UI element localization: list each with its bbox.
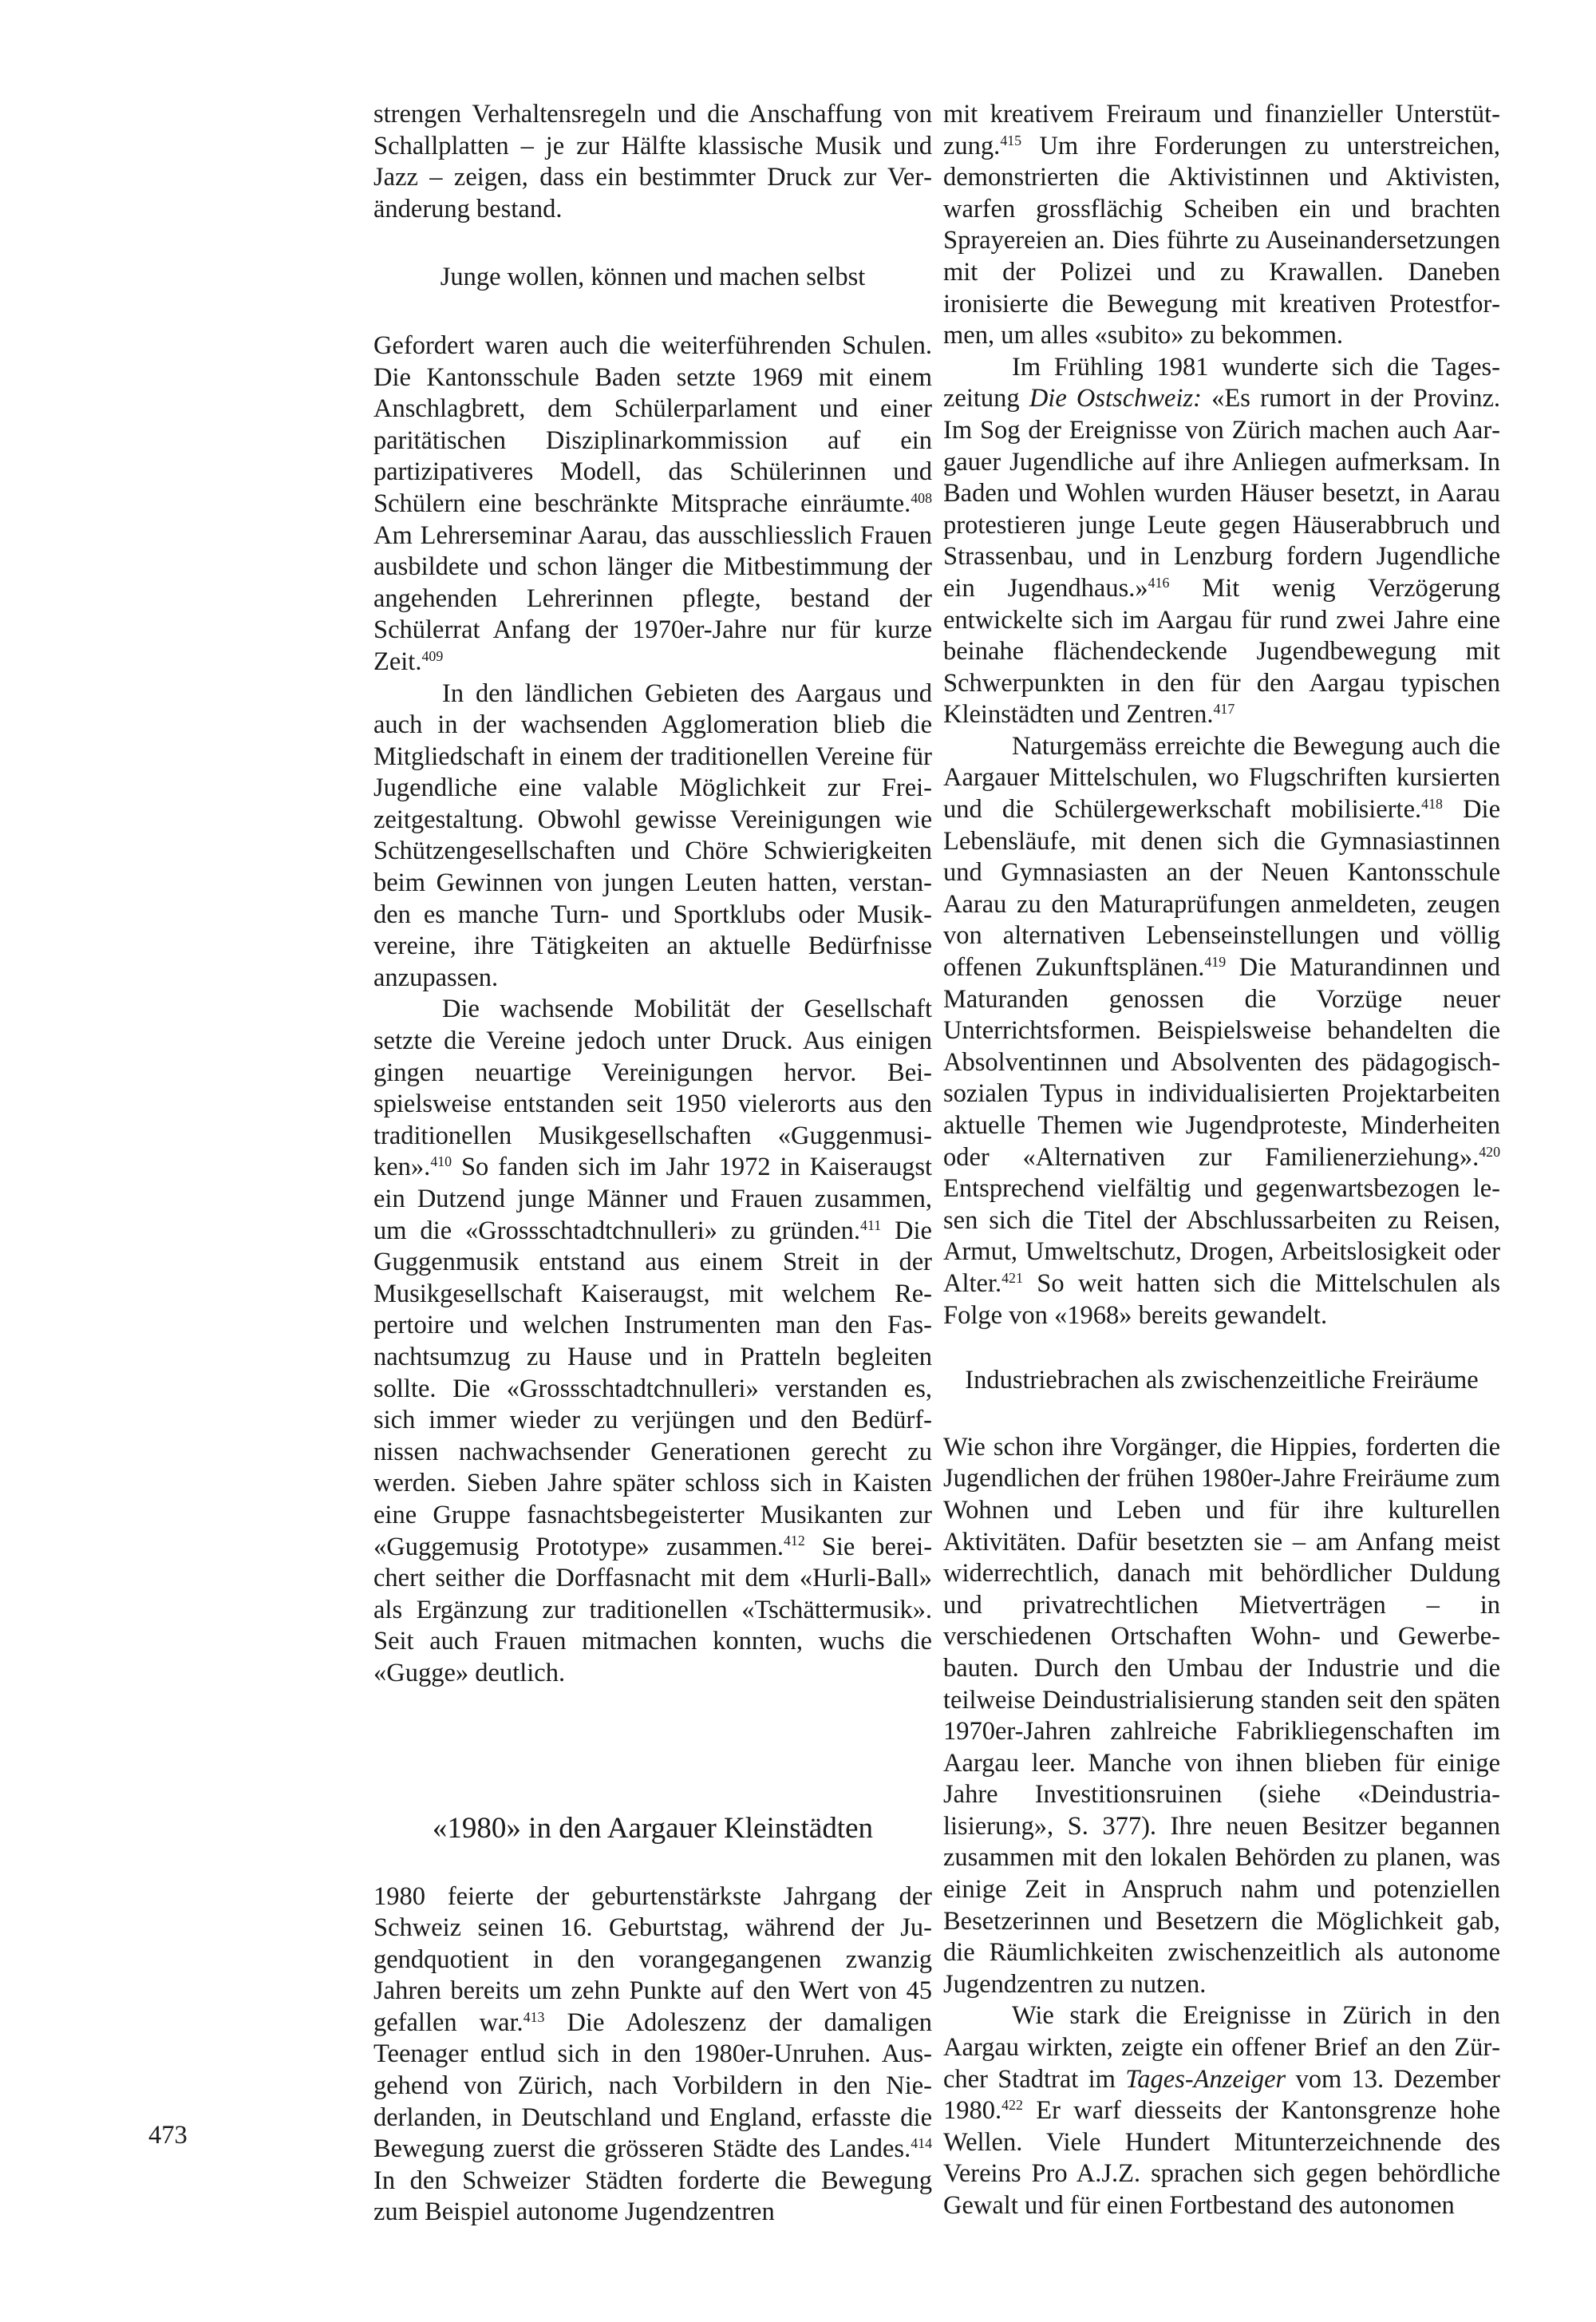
paragraph-text: Die wachsende Mobilität der Gesellschaft setzte die Vereine jedoch unter Druck. Aus einigen gingen neuartige Vereinigungen hervor. Beispielsweise entstanden seit 1950 vielerorts aus den traditionellen Musikgesellschaften «Guggenmusiken». (373, 995, 932, 1182)
paragraph-text: Um ihre Forderungen zu unterstreichen, demonstrierten die Aktivistinnen und Aktivisten, warfen grossflächig Scheiben ein und brachten Sprayereien an. Dies führte zu Auseinandersetzungen mit der Polizei und zu Krawallen. Daneben ironisierte die Bewegung mit kreativen Protestformen, um alles «subito» zu bekommen. (943, 131, 1500, 350)
paragraph-text: Am Lehrerseminar Aarau, das ausschliesslich Frauen ausbildete und schon länger die Mitbestimmung der angehenden Lehrerinnen pflegte, bestand der Schülerrat Anfang der 1970er-Jahre nur für kurze Zeit. (373, 520, 932, 676)
paragraph-text: So fanden sich im Jahr 1972 in Kaiseraugst ein Dutzend junge Männer und Frauen zusammen, um die «Grossschtadtchnulleri» zu gründen. (373, 1153, 932, 1245)
paragraph (373, 994, 932, 1689)
footnote-ref[interactable]: 408 (911, 489, 932, 506)
left-column (373, 99, 932, 2229)
paragraph-text: Sie bereichert seither die Dorffasnacht mit dem «Hurli-Ball» als Ergänzung zur traditionellen «Tschättermusik». Seit auch Frauen mitmachen konnten, wuchs die «Gugge» deutlich. (373, 1532, 933, 1687)
paragraph-text: Wie stark die Ereignisse in Zürich in den Aargau wirkten, zeigte ein offener Brief an den Zürcher Stadtrat im (943, 2001, 1500, 2094)
footnote-ref[interactable]: 415 (1000, 132, 1022, 148)
footnote-ref[interactable]: 411 (860, 1216, 882, 1233)
subheading: Industriebrachen als zwischenzeitliche Freiräume (965, 1366, 1479, 1395)
paragraph (943, 731, 1500, 1331)
footnote-ref[interactable]: 417 (1213, 701, 1235, 718)
newspaper-title: Tages-Anzeiger (1125, 2064, 1286, 2094)
paragraph-text: Naturgemäss erreichte die Bewegung auch die Aargauer Mittelschulen, wo Flugschriften kursierten und die Schülergewerkschaft mobilisierte. (943, 731, 1500, 825)
right-column (943, 99, 1500, 2222)
paragraph-text: Die Maturandinnen und Maturanden genossen die Vorzüge neuer Unterrichtsformen. Beispielsweise behandelten die Absolventinnen und Absolventen des pädagogisch-sozialen Typus in individualisierten Projektarbeiten aktuelle Themen wie Jugendproteste, Minderheiten oder «Alternativen zur Familienerziehung». (943, 953, 1501, 1172)
section-heading: «1980» in den Aargauer Kleinstädten (432, 1811, 874, 1845)
paragraph-text: Im Frühling 1981 wunderte sich die Tageszeitung (943, 352, 1500, 413)
paragraph (943, 352, 1500, 731)
paragraph (943, 2000, 1500, 2221)
paragraph-text: Er warf diesseits der Kantonsgrenze hohe Wellen. Viele Hundert Mitunterzeichnende des Vereins Pro A.J.Z. sprachen sich gegen behördliche Gewalt und für einen Fortbestand des autonomen (943, 2096, 1500, 2220)
paragraph: strengen Verhaltensregeln und die Anschaffung von Schallplatten – je zur Hälfte klassische Musik und Jazz – zeigen, dass ein bestimmter Druck zur Veränderung bestand. (373, 100, 932, 223)
newspaper-title: Die Ostschweiz: (1029, 384, 1202, 413)
paragraph-text: Gefordert waren auch die weiterführenden Schulen. Die Kantonsschule Baden setzte 1969 mit einem Anschlagbrett, dem Schülerparlament und einer paritätischen Disziplinarkommission auf ein partizipativeres Modell, das Schülerinnen und Schülern eine beschränkte Mitsprache einräumte. (373, 330, 932, 518)
paragraph-text: In den Schweizer Städten forderte die Bewegung zum Beispiel autonome Jugendzentren (373, 2166, 932, 2227)
paragraph-text: «Es rumort in der Provinz. Im Sog der Ereignisse von Zürich machen auch Aargauer Jugendliche auf ihre Anliegen aufmerksam. In Baden und Wohlen wurden Häuser besetzt, in Aarau protestieren junge Leute gegen Häuserabbruch und Strassenbau, und in Lenzburg fordern Jugendliche ein Jugendhaus.» (943, 384, 1501, 603)
footnote-ref[interactable]: 421 (1001, 1269, 1023, 1286)
footnote-ref[interactable]: 410 (430, 1153, 452, 1170)
paragraph-text: vom 13. Dezember 1980. (943, 2064, 1500, 2126)
paragraph-text: 1980 feierte der geburtenstärkste Jahrgang der Schweiz seinen 16. Geburtstag, während der Jugendquotient in den vorangegangenen zwanzig Jahren bereits um zehn Punkte auf den Wert von 45 gefallen war. (373, 1881, 932, 2037)
footnote-ref[interactable]: 419 (1204, 953, 1227, 970)
paragraph-text: Die Guggenmusik entstand aus einem Streit in der Musikgesellschaft Kaiseraugst, mit welchem Repertoire und welchen Instrumenten man den Fasnachtsumzug zu Hause und in Pratteln begleiten sollte. Die «Grossschtadtchnulleri» verstanden es, sich immer wieder zu verjüngen und den Bedürfnissen nachwachsender Generationen gerecht zu werden. Sieben Jahre später schloss sich in Kaisten eine Gruppe fasnachtsbegeisterter Musikanten zur «Guggemusig Prototype» zusammen. (373, 1216, 932, 1561)
footnote-ref[interactable]: 420 (1479, 1143, 1500, 1160)
footnote-ref[interactable]: 416 (1148, 574, 1170, 591)
footnote-ref[interactable]: 409 (421, 647, 444, 664)
paragraph (943, 99, 1500, 352)
footnote-ref[interactable]: 412 (784, 1533, 805, 1549)
subheading: Junge wollen, können und machen selbst (440, 263, 866, 292)
paragraph-text: Die Adoleszenz der damaligen Teenager entlud sich in den 1980er-Unruhen. Ausgehend von Zürich, nach Vorbildern in den Niederlanden, in Deutschland und England, erfasste die Bewegung zuerst die grösseren Städte des Landes. (373, 2008, 932, 2164)
paragraph-text: mit kreativem Freiraum und finanzieller Unterstützung. (943, 100, 1500, 160)
paragraph-text: Entsprechend vielfältig und gegenwartsbezogen lesen sich die Titel der Abschlussarbeiten zu Reisen, Armut, Umweltschutz, Drogen, Arbeitslosigkeit oder Alter. (943, 1174, 1500, 1298)
paragraph: In den ländlichen Gebieten des Aargaus und auch in der wachsenden Agglomeration blieb die Mitgliedschaft in einem der traditionellen Vereine für Jugendliche eine valable Möglichkeit zur Freizeitgestaltung. Obwohl gewisse Vereinigungen wie Schützengesellschaften und Chöre Schwierigkeiten beim Gewinnen von jungen Leuten hatten, verstanden es manche Turn- und Sportklubs oder Musikvereine, ihre Tätigkeiten an aktuelle Bedürfnisse anzupassen. (373, 678, 932, 992)
paragraph (373, 1881, 932, 2229)
paragraph-text: Die Lebensläufe, mit denen sich die Gymnasiastinnen und Gymnasiasten an der Neuen Kantonsschule Aarau zu den Maturaprüfungen anmeldeten, zeugen von alternativen Lebenseinstellungen und völlig offenen Zukunftsplänen. (943, 795, 1500, 983)
footnote-ref[interactable]: 418 (1421, 795, 1443, 812)
footnote-ref[interactable]: 422 (1001, 2097, 1023, 2114)
paragraph (373, 330, 932, 678)
page-number: 473 (148, 2121, 188, 2150)
footnote-ref[interactable]: 414 (911, 2135, 932, 2152)
paragraph-text: Mit wenig Verzögerung entwickelte sich im Aargau für rund zwei Jahre eine beinahe flächendeckende Jugendbewegung mit Schwerpunkten in den für den Aargau typischen Kleinstädten und Zentren. (943, 573, 1500, 730)
paragraph: Wie schon ihre Vorgänger, die Hippies, forderten die Jugendlichen der frühen 1980er-Jahre Freiräume zum Wohnen und Leben und für ihre kulturellen Aktivitäten. Dafür besetzten sie – am Anfang meist widerrechtlich, danach mit behördlicher Duldung und privatrechtlichen Mietverträgen – in verschiedenen Ortschaften Wohn- und Gewerbebauten. Durch den Umbau der Industrie und die teilweise Deindustrialisierung standen seit den späten 1970er-Jahren zahlreiche Fabrikliegenschaften im Aargau leer. Manche von ihnen blieben für einige Jahre Investitionsruinen (siehe «Deindustrialisierung», S. 377). Ihre neuen Besitzer begannen zusammen mit den lokalen Behörden zu planen, was einige Zeit in Anspruch nahm und potenziellen Besetzerinnen und Besetzern die Möglichkeit gab, die Räumlichkeiten zwischenzeitlich als autonome Jugendzentren zu nutzen. (943, 1432, 1500, 1999)
paragraph-text: So weit hatten sich die Mittelschulen als Folge von «1968» bereits gewandelt. (943, 1268, 1500, 1330)
footnote-ref[interactable]: 413 (523, 2008, 545, 2025)
